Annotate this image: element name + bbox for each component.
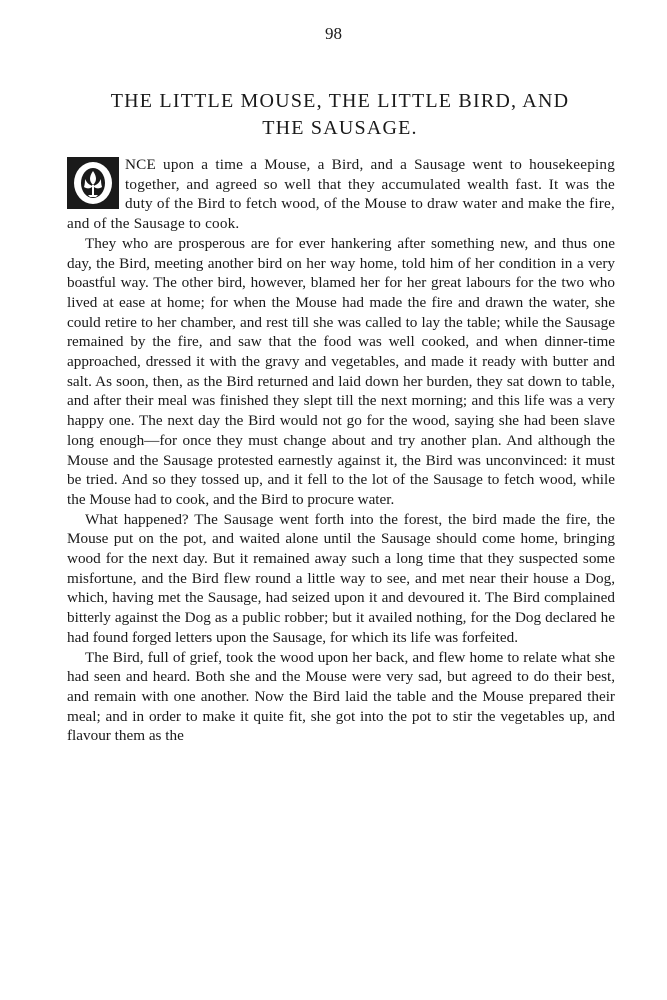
story-text bbox=[67, 155, 615, 746]
story-title bbox=[60, 88, 620, 142]
page-number: 98 bbox=[325, 24, 342, 43]
paragraph-3: What happened? The Sausage went forth into the forest, the bird made the fire, the Mouse put on the pot, and waited alone until the Sausage should come home, bringing wood for the next day. But it remained away such a long time that they suspected some misfortune, and the Bird flew round a little way to see, and met near their house a Dog, which, having met the Sausage, had seized upon it and devoured it. The Bird complained bitterly against the Dog as a public robber; but it availed nothing, for the Dog declared he had found forged letters upon the Sausage, for which its life was forfeited. bbox=[67, 510, 615, 646]
paragraph-1 bbox=[67, 155, 615, 234]
paragraph-1-text: NCE upon a time a Mouse, a Bird, and a Sausage went to housekeeping together, and agreed so well that they accumulated wealth fast. It was the duty of the Bird to fetch wood, of the Mouse to draw water and make the fire, and of the Sausage to cook. bbox=[67, 156, 615, 233]
drop-cap-ornament bbox=[67, 157, 119, 209]
paragraph-4: The Bird, full of grief, took the wood upon her back, and flew home to relate what she had seen and heard. Both she and the Mouse were very sad, but agreed to do their best, and remain with one another. Now the Bird laid the table and the Mouse prepared their meal; and in order to make it quite fit, she got into the pot to stir the vegetables up, and flavour them as the bbox=[67, 648, 615, 745]
paragraph-2: They who are prosperous are for ever hankering after something new, and thus one day, the Bird, meeting another bird on her way home, told him of her condition in a very boastful way. The other bird, however, blamed her for her great labours for the two who lived at ease at home; for when the Mouse had made the fire and drawn the water, she could retire to her chamber, and rest till she was called to lay the table; while the Sausage remained by the fire, and saw that the food was well cooked, and when dinner-time approached, dressed it with the gravy and vegetables, and made it ready with butter and salt. As soon, then, as the Bird returned and laid down her burden, they sat down to table, and after their meal was finished they slept till the next morning; and this life was a very happy one. The next day the Bird would not go for the wood, saying she had been slave long enough—for once they must change about and try another plan. And although the Mouse and the Sausage protested earnestly against it, the Bird was unconvinced: it must be tried. And so they tossed up, and it fell to the lot of the Sausage to fetch wood, while the Mouse had to cook, and the Bird to procure water. bbox=[67, 234, 615, 508]
title-line-1: THE LITTLE MOUSE, THE LITTLE BIRD, AND bbox=[110, 90, 570, 112]
title-line-2: THE SAUSAGE. bbox=[262, 117, 418, 139]
